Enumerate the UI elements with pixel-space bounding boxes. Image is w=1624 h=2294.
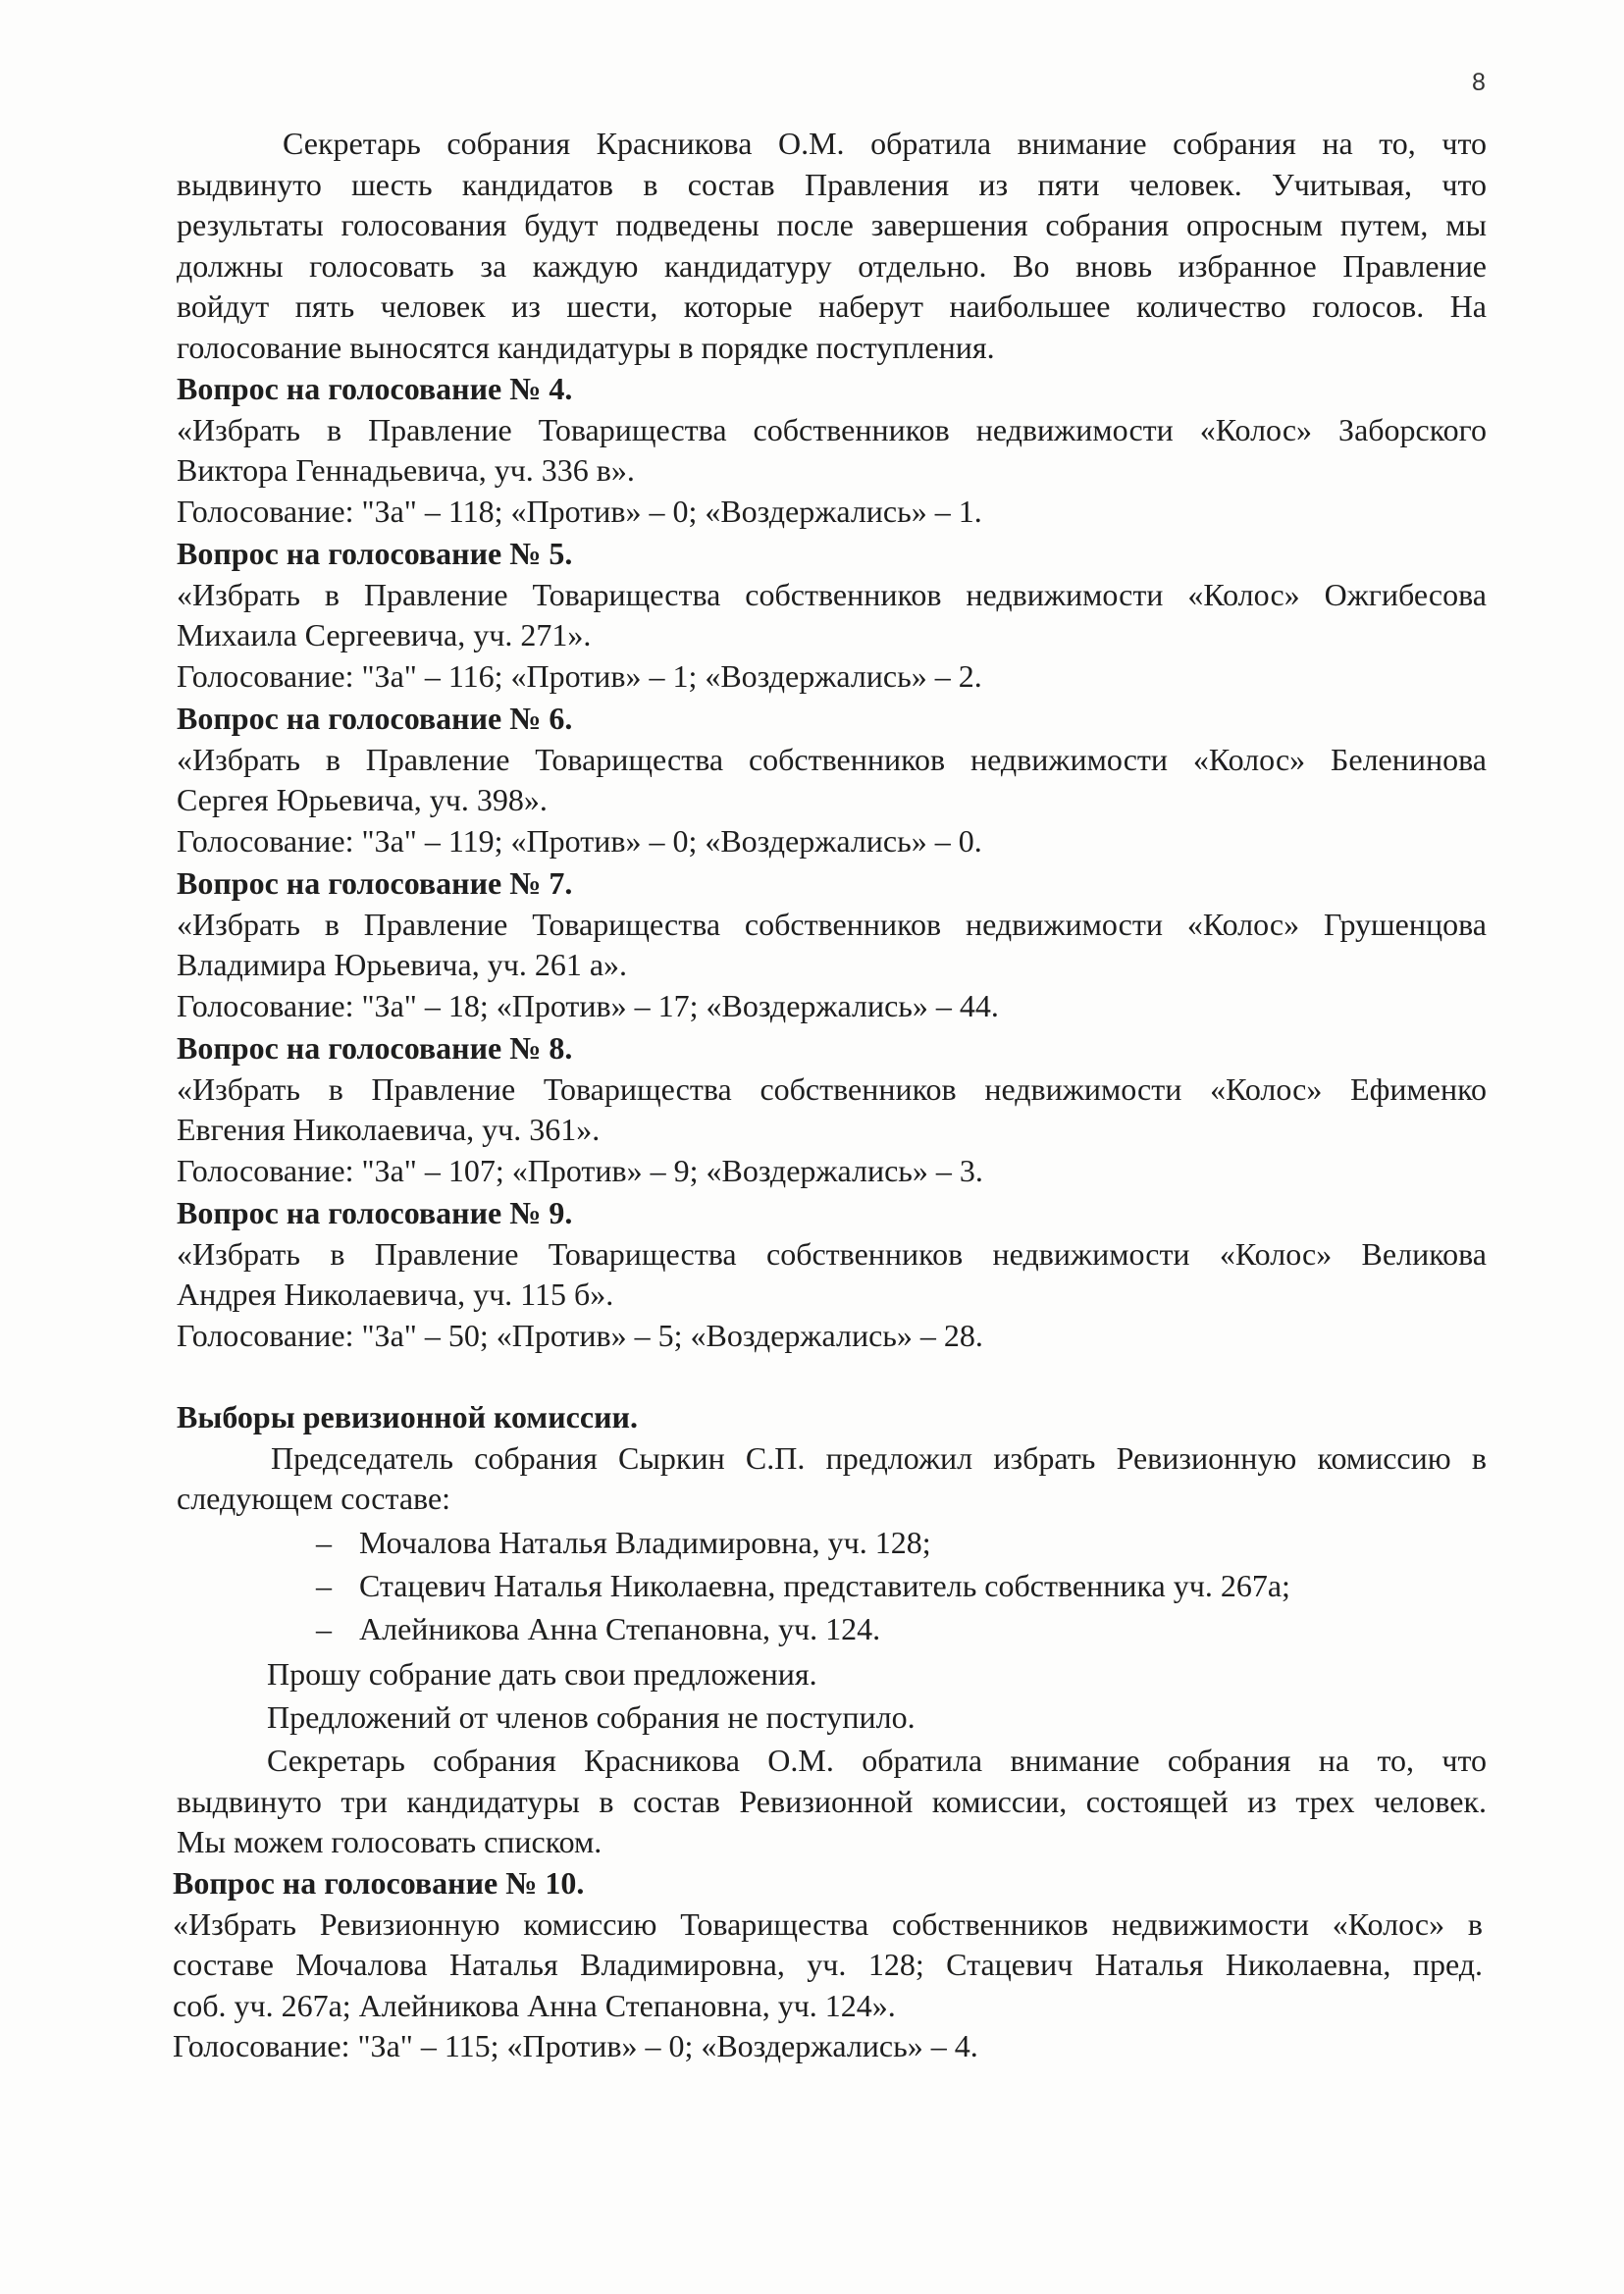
vote-result: Голосование: "За" – 118; «Против» – 0; «Воздержались» – 1.	[177, 493, 982, 529]
intro-line: голосование выносятся кандидатуры в порядке поступления.	[177, 329, 995, 365]
vote-text: «Избрать в Правление Товарищества собственников недвижимости «Колос» Грушенцова	[177, 906, 1487, 942]
vote-text: «Избрать Ревизионную комиссию Товарищества собственников недвижимости «Колос» в	[173, 1905, 1483, 1942]
vote-text: соб. уч. 267а; Алейникова Анна Степановна, уч. 124».	[173, 1987, 896, 2023]
secretary-text: Секретарь собрания Красникова О.М. обратила внимание собрания на то, что	[267, 1743, 1487, 1778]
intro-line: войдут пять человек из шести, которые наберут наибольшее количество голосов. На	[177, 288, 1487, 324]
proposal-text: следующем составе:	[177, 1481, 451, 1516]
dash-bullet: –	[316, 1525, 332, 1560]
request-text: Прошу собрание дать свои предложения.	[267, 1656, 817, 1692]
vote-text: «Избрать в Правление Товарищества собственников недвижимости «Колос» Заборского	[177, 411, 1487, 447]
vote-text: «Избрать в Правление Товарищества собственников недвижимости «Колос» Ожгибесова	[177, 576, 1487, 612]
intro-paragraph	[177, 124, 1487, 368]
vote-heading: Вопрос на голосование № 10.	[173, 1865, 585, 1901]
vote-text: «Избрать в Правление Товарищества собственников недвижимости «Колос» Беленинова	[177, 741, 1487, 777]
dash-bullet: –	[316, 1611, 332, 1646]
vote-block-4	[177, 369, 1487, 532]
vote-block-8	[177, 1028, 1487, 1191]
vote-result: Голосование: "За" – 50; «Против» – 5; «Воздержались» – 28.	[177, 1317, 983, 1353]
vote-heading: Вопрос на голосование № 8.	[177, 1030, 573, 1066]
vote-text: «Избрать в Правление Товарищества собственников недвижимости «Колос» Ефименко	[177, 1070, 1487, 1107]
candidate-list	[177, 1523, 1487, 1652]
vote-result: Голосование: "За" – 107; «Против» – 9; «Воздержались» – 3.	[177, 1152, 983, 1188]
vote-result: Голосование: "За" – 115; «Против» – 0; «Воздержались» – 4.	[173, 2028, 978, 2063]
vote-text: Сергея Юрьевича, уч. 398».	[177, 782, 548, 817]
page-number: 8	[1472, 69, 1486, 96]
vote-block-5	[177, 534, 1487, 697]
candidate-item	[177, 1566, 1487, 1609]
vote-text: составе Мочалова Наталья Владимировна, уч. 128; Стацевич Наталья Николаевна, пред.	[173, 1947, 1483, 1982]
candidate-item	[177, 1609, 1487, 1652]
vote-heading: Вопрос на голосование № 6.	[177, 701, 573, 736]
secretary-text: Мы можем голосовать списком.	[177, 1824, 602, 1859]
intro-line: выдвинуто шесть кандидатов в состав Правления из пяти человек. Учитывая, что	[177, 166, 1487, 202]
vote-text: «Избрать в Правление Товарищества собственников недвижимости «Колос» Великова	[177, 1235, 1487, 1272]
vote-heading: Вопрос на голосование № 4.	[177, 371, 573, 406]
vote-text: Михаила Сергеевича, уч. 271».	[177, 617, 592, 652]
no-proposals-text: Предложений от членов собрания не поступило.	[267, 1699, 916, 1735]
secretary-text: выдвинуто три кандидатуры в состав Ревизионной комиссии, состоящей из трех человек.	[177, 1783, 1487, 1819]
vote-heading: Вопрос на голосование № 7.	[177, 865, 573, 901]
vote-block-10	[173, 1863, 1483, 2067]
vote-heading: Вопрос на голосование № 5.	[177, 536, 573, 571]
intro-line: должны голосовать за каждую кандидатуру отдельно. Во вновь избранное Правление	[177, 247, 1487, 284]
proposal-text: Председатель собрания Сыркин С.П. предложил избрать Ревизионную комиссию в	[271, 1439, 1487, 1476]
audit-section	[177, 1397, 1487, 1520]
section-heading: Выборы ревизионной комиссии.	[177, 1399, 638, 1434]
vote-text: Евгения Николаевича, уч. 361».	[177, 1112, 601, 1147]
candidate-name: Алейникова Анна Степановна, уч. 124.	[359, 1611, 881, 1646]
vote-block-6	[177, 699, 1487, 861]
vote-result: Голосование: "За" – 119; «Против» – 0; «Воздержались» – 0.	[177, 822, 982, 859]
candidate-item	[177, 1523, 1487, 1566]
candidate-name: Мочалова Наталья Владимировна, уч. 128;	[359, 1525, 931, 1560]
vote-text: Виктора Геннадьевича, уч. 336 в».	[177, 452, 635, 488]
candidate-name: Стацевич Наталья Николаевна, представитель собственника уч. 267а;	[359, 1568, 1290, 1603]
vote-text: Владимира Юрьевича, уч. 261 а».	[177, 947, 628, 982]
intro-line: результаты голосования будут подведены после завершения собрания опросным путем, мы	[177, 207, 1487, 242]
dash-bullet: –	[316, 1568, 332, 1603]
vote-heading: Вопрос на голосование № 9.	[177, 1195, 573, 1230]
vote-result: Голосование: "За" – 18; «Против» – 17; «Воздержались» – 44.	[177, 987, 999, 1023]
vote-result: Голосование: "За" – 116; «Против» – 1; «Воздержались» – 2.	[177, 657, 982, 694]
intro-line: Секретарь собрания Красникова О.М. обратила внимание собрания на то, что	[283, 126, 1487, 161]
vote-block-7	[177, 863, 1487, 1026]
vote-text: Андрея Николаевича, уч. 115 б».	[177, 1277, 614, 1312]
audit-discussion	[177, 1654, 1487, 1863]
vote-block-9	[177, 1193, 1487, 1356]
